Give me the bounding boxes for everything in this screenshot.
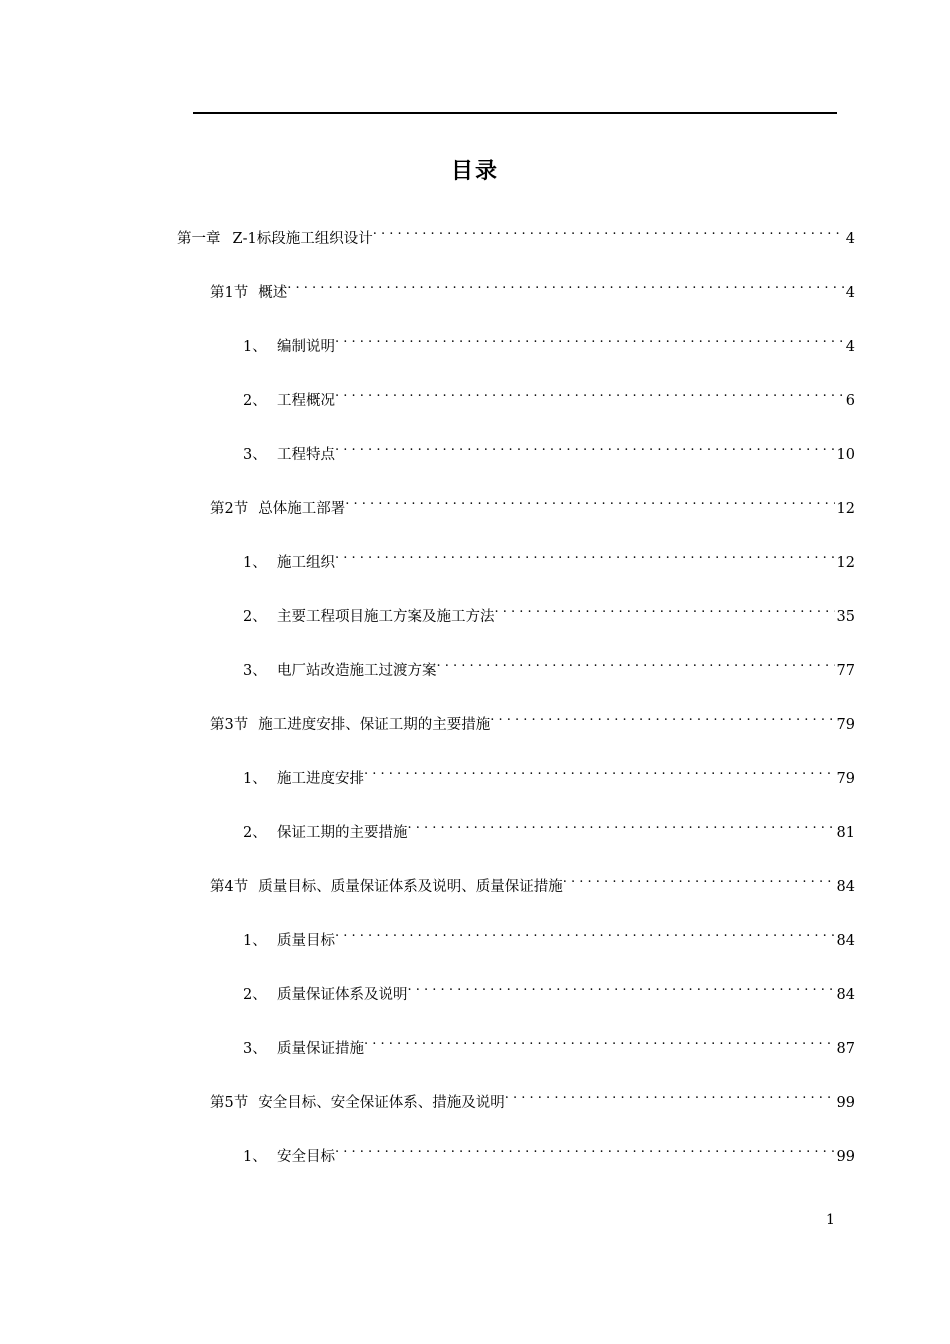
toc-dot-leader <box>335 327 844 351</box>
toc-entry[interactable] <box>210 705 855 733</box>
toc-entry-page: 4 <box>845 231 855 247</box>
page-title: 目录 <box>450 159 499 184</box>
toc-dot-leader <box>335 1137 835 1161</box>
toc-entry-title: 电厂站改造施工过渡方案 <box>277 663 437 679</box>
toc-entry[interactable] <box>243 327 855 355</box>
toc-entry-page: 79 <box>836 771 855 787</box>
toc-entry[interactable] <box>243 759 855 787</box>
toc-entry[interactable] <box>210 273 855 301</box>
toc-entry-number: 第5节 <box>210 1095 249 1111</box>
toc-entry[interactable] <box>177 219 855 247</box>
toc-entry-number: 1、 <box>243 555 267 571</box>
toc-dot-leader <box>408 813 835 837</box>
toc-entry-title: Z-1标段施工组织设计 <box>232 231 373 247</box>
toc-entry-page: 12 <box>836 501 855 517</box>
toc-entry-title: 施工进度安排 <box>277 771 364 787</box>
toc-dot-leader <box>364 759 835 783</box>
toc-entry-number: 第2节 <box>210 501 249 517</box>
toc-entry[interactable] <box>243 975 855 1003</box>
toc-entry[interactable] <box>210 489 855 517</box>
toc-entry[interactable] <box>243 921 855 949</box>
toc-entry-title: 施工组织 <box>277 555 335 571</box>
toc-entry[interactable] <box>243 651 855 679</box>
toc-entry-number: 第1节 <box>210 285 249 301</box>
toc-entry-page: 87 <box>836 1041 855 1057</box>
toc-entry-number: 1、 <box>243 1149 267 1165</box>
toc-entry[interactable] <box>243 1029 855 1057</box>
toc-entry-number: 2、 <box>243 609 267 625</box>
toc-entry-page: 10 <box>836 447 855 463</box>
toc-dot-leader <box>437 651 835 675</box>
toc-entry-page: 79 <box>836 717 855 733</box>
toc-entry-number: 2、 <box>243 393 267 409</box>
toc-entry-number: 2、 <box>243 825 267 841</box>
toc-entry[interactable] <box>243 1137 855 1165</box>
toc-entry-number: 第一章 <box>177 231 221 247</box>
toc-entry-title: 质量目标、质量保证体系及说明、质量保证措施 <box>258 879 563 895</box>
toc-entry-number: 1、 <box>243 771 267 787</box>
toc-dot-leader <box>345 489 834 513</box>
toc-dot-leader <box>408 975 835 999</box>
toc-dot-leader <box>335 381 844 405</box>
toc-entry-title: 保证工期的主要措施 <box>277 825 408 841</box>
toc-entry-title: 主要工程项目施工方案及施工方法 <box>277 609 495 625</box>
toc-entry-number: 1、 <box>243 339 267 355</box>
toc-dot-leader <box>495 597 835 621</box>
toc-dot-leader <box>563 867 835 891</box>
toc-entry[interactable] <box>243 435 855 463</box>
toc-entry-page: 81 <box>836 825 855 841</box>
toc-entry-page: 4 <box>845 339 855 355</box>
toc-dot-leader <box>335 921 835 945</box>
toc-dot-leader <box>364 1029 835 1053</box>
toc-entry-title: 编制说明 <box>277 339 335 355</box>
toc-entry-page: 77 <box>836 663 855 679</box>
toc-entry-title: 工程概况 <box>277 393 335 409</box>
toc-entry-number: 第3节 <box>210 717 249 733</box>
toc-entry-title: 总体施工部署 <box>258 501 346 517</box>
toc-entry-page: 99 <box>836 1149 855 1165</box>
toc-entry-number: 3、 <box>243 663 267 679</box>
toc-entry[interactable] <box>243 597 855 625</box>
toc-dot-leader <box>287 273 844 297</box>
toc-entry-title: 安全目标 <box>277 1149 335 1165</box>
toc-entry-number: 第4节 <box>210 879 249 895</box>
toc-entry-page: 84 <box>836 879 855 895</box>
toc-entry[interactable] <box>243 543 855 571</box>
toc-entry-number: 2、 <box>243 987 267 1003</box>
toc-entry-title: 质量保证体系及说明 <box>277 987 408 1003</box>
toc-entry-page: 99 <box>836 1095 855 1111</box>
toc-entry-title: 施工进度安排、保证工期的主要措施 <box>258 717 491 733</box>
toc-entry[interactable] <box>210 1083 855 1111</box>
toc-dot-leader <box>335 435 835 459</box>
toc-entry[interactable] <box>243 381 855 409</box>
toc-entry[interactable] <box>243 813 855 841</box>
toc-entry-page: 4 <box>845 285 855 301</box>
toc-dot-leader <box>490 705 834 729</box>
toc-entry-page: 35 <box>836 609 855 625</box>
toc-entry-title: 质量目标 <box>277 933 335 949</box>
toc-entry-title: 概述 <box>258 285 288 301</box>
toc-entry-number: 3、 <box>243 1041 267 1057</box>
toc-entry-page: 84 <box>836 933 855 949</box>
toc-entry-title: 质量保证措施 <box>277 1041 364 1057</box>
toc-entry-title: 安全目标、安全保证体系、措施及说明 <box>258 1095 505 1111</box>
toc-entry-title: 工程特点 <box>277 447 335 463</box>
toc-dot-leader <box>373 219 844 243</box>
toc-entry-page: 12 <box>836 555 855 571</box>
page-number: 1 <box>826 1212 835 1228</box>
toc-entry[interactable] <box>210 867 855 895</box>
toc-dot-leader <box>335 543 835 567</box>
toc-entry-page: 84 <box>836 987 855 1003</box>
toc-entry-number: 1、 <box>243 933 267 949</box>
toc-entry-page: 6 <box>845 393 855 409</box>
toc-entry-number: 3、 <box>243 447 267 463</box>
toc-dot-leader <box>505 1083 835 1107</box>
